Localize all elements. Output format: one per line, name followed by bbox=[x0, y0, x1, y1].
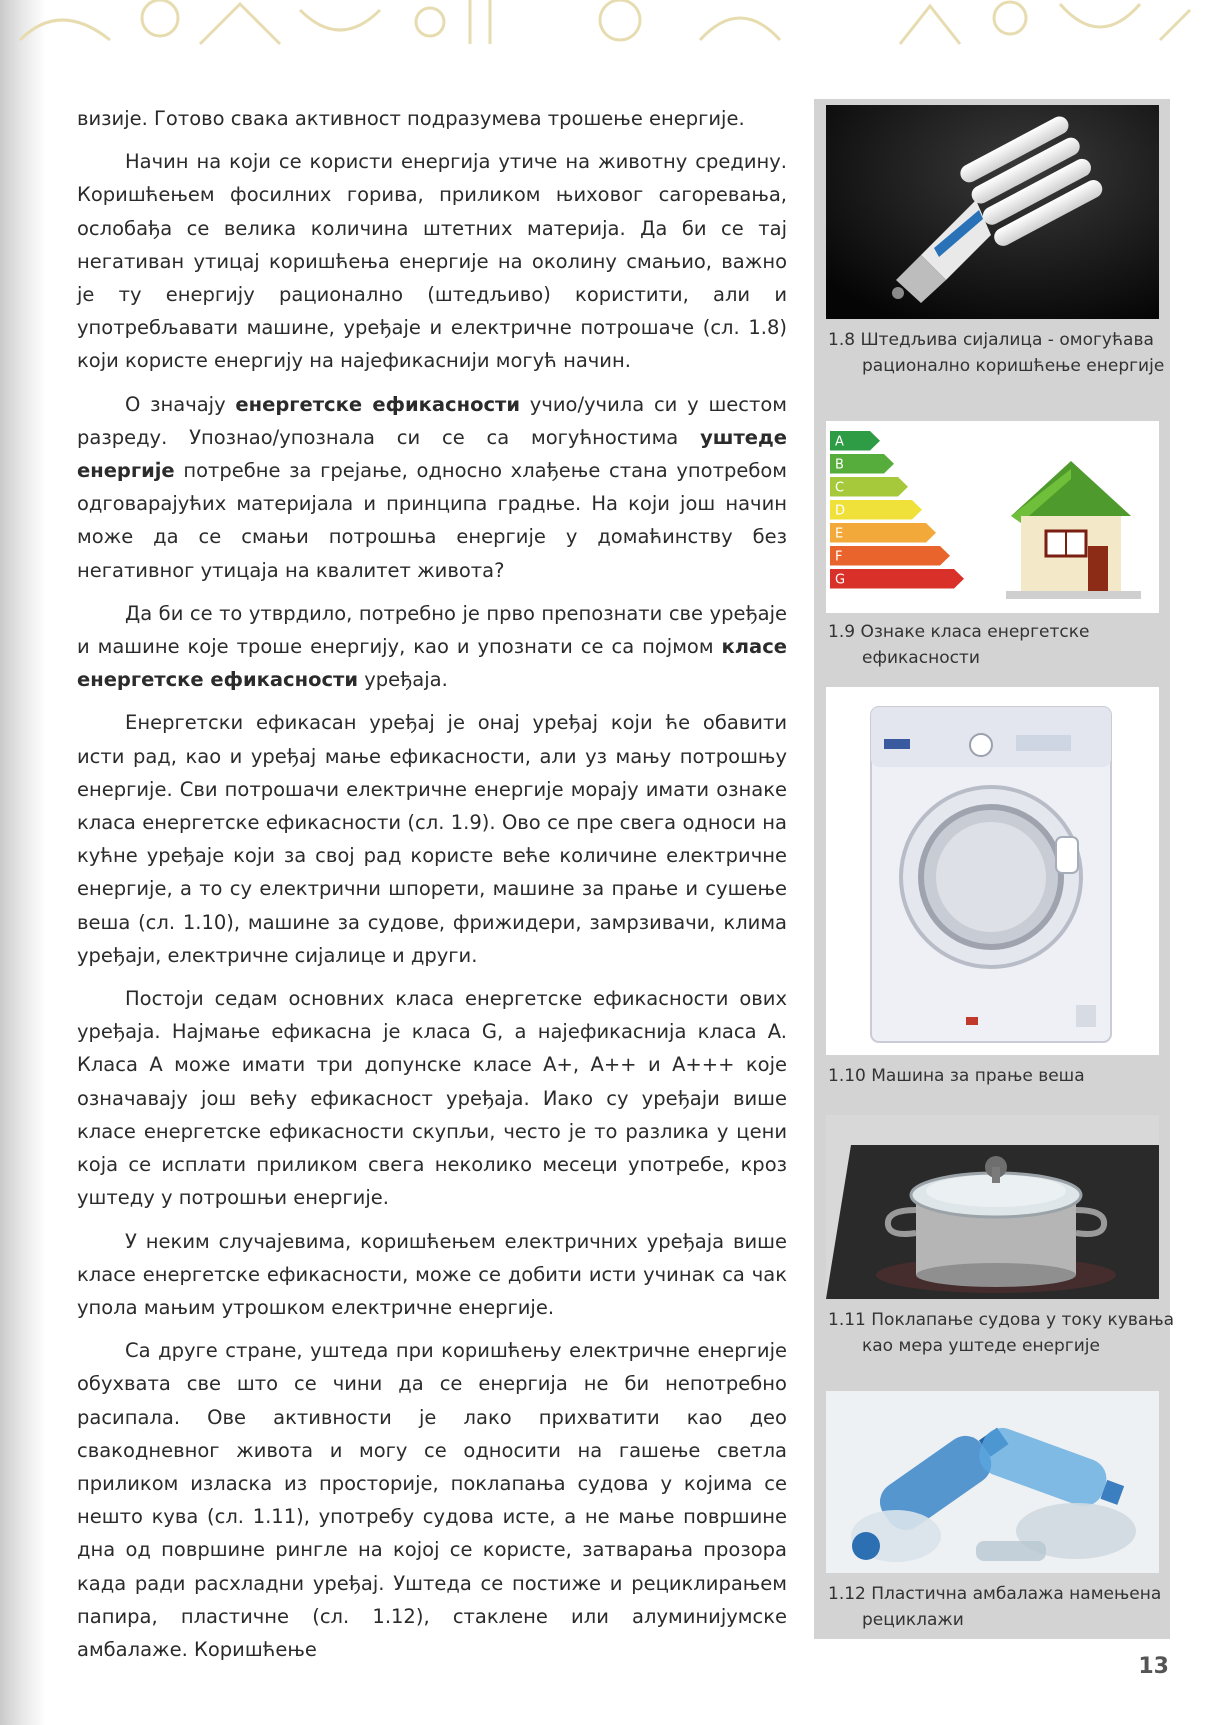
figure-covered-pot bbox=[826, 1115, 1159, 1299]
paragraph bbox=[77, 388, 787, 587]
paragraph-text: учио/учила си у шестом разреду. Упознао/упознала си се са могућностима bbox=[77, 392, 788, 449]
paragraph: Начин на који се користи енергија утиче на животну средину. Коришћењем фосилних горива, приликом њиховог сагоревања, ослобађа се велика количина штетних материја. Да би се тај негативан утицај коришћења енергије на околину смањио, важно је ту енергију рационално (штедљиво) користити, али и употребљавати машине, уређаје и електричне потрошаче (сл. 1.8) који користе енергију на најефикаснији могућ начин. bbox=[77, 150, 787, 373]
figure-energy-saving-bulb bbox=[826, 105, 1159, 319]
caption-fig-1-8: 1.8 Штедљива сијалица - омогућава рационално коришћење енергије bbox=[828, 330, 1165, 376]
energy-class-arrow bbox=[830, 546, 950, 566]
main-text-column bbox=[77, 102, 787, 1676]
energy-class-arrow bbox=[830, 569, 964, 589]
energy-label-image bbox=[826, 421, 1159, 613]
paragraph: У неким случајевима, коришћењем електричних уређаја више класе енергетске ефикасности, може се добити исти учинак са чак упола мањим утрошком електричне енергије. bbox=[77, 1229, 787, 1319]
paragraph bbox=[77, 597, 787, 697]
energy-class-letter: F bbox=[835, 549, 843, 565]
energy-class-letter: C bbox=[835, 480, 845, 496]
paragraph: Са друге стране, уштеда при коришћењу електричне енергије обухвата све што се чини да се енергија не би непотребно расипала. Ове активности је лако прихватити као део свакодневног живота и могу се односити на гашење светла приликом изласка из просторије, поклапања судова у којима се нешто кува (сл. 1.11), употребу судова исте, а не мање површине дна од површине рингле на којој се користе, затварања прозора када ради расхладни уређај. Уштеда се постиже и рециклирањем папира, пластичне (сл. 1.12), стаклене или алуминијумске амбалаже. Коришћење bbox=[77, 1339, 787, 1661]
caption-fig-1-9: 1.9 Ознаке класа енергетске ефикасности bbox=[828, 622, 1090, 668]
paragraph-text: потребне за грејање, односно хлађење стана употребом одговарајућих материјала и принципа градње. На који још начин може да се смањи потрошња енергије у домаћинству без негативног утицаја на квалитет живота? bbox=[77, 459, 787, 582]
paragraph: Постоји седам основних класа енергетске ефикасности ових уређаја. Најмање ефикасна је класа G, а најефикаснија класа A. Класа A може имати три допунске класе A+, A++ и A+++ које означавају још већу ефикасност уређаја. Иако су уређаји више класе енергетске ефикасности скупљи, често је то разлика у цени која се исплати приликом свега неколико месеци употребе, кроз уштеду у потрошњи енергије. bbox=[77, 987, 787, 1210]
decorative-header-band bbox=[0, 0, 1217, 48]
energy-class-letter: B bbox=[835, 457, 844, 473]
bold-term-efficiency-class: класе енергетске ефикасности bbox=[77, 635, 787, 692]
caption-fig-1-11: 1.11 Поклапање судова у току кувања као мера уштеде енергије bbox=[828, 1310, 1175, 1356]
bold-term-energy-saving: уштеде енергије bbox=[77, 425, 787, 483]
energy-class-letter: E bbox=[835, 526, 844, 542]
energy-class-letter: D bbox=[835, 503, 846, 519]
energy-class-letter: G bbox=[835, 572, 846, 588]
bold-term-energy-efficiency: енергетске ефикасности bbox=[235, 392, 520, 416]
figure-sidebar bbox=[814, 99, 1175, 1639]
energy-class-arrow bbox=[830, 523, 936, 543]
pot-image bbox=[826, 1115, 1159, 1299]
figure-washing-machine bbox=[826, 687, 1159, 1055]
paragraph-text: уређаја. bbox=[358, 668, 448, 692]
paragraph: Енергетски ефикасан уређај је онај уређај који ће обавити исти рад, као и уређај мање ефикасности, али уз мању потрошњу енергије. Сви потрошачи електричне енергије морају имати ознаке класа енергетске ефикасности (сл. 1.9). Ово се пре свега односи на кућне уређаје који за свој рад користе веће количине електричне енергије, а то су електрични шпорети, машине за прање и сушење веша (сл. 1.10), машине за судове, фрижидери, замрзивачи, клима уређаји, електричне сијалице и други. bbox=[77, 711, 787, 967]
bulb-image bbox=[826, 105, 1159, 319]
paragraph: визије. Готово свака активност подразумева трошење енергије. bbox=[77, 107, 745, 130]
paragraph-text: О значају bbox=[125, 392, 236, 416]
paragraph-text: Да би се то утврдило, потребно је прво препознати све уређаје и машине које троше енергију, као и упознати се са појмом bbox=[77, 601, 787, 659]
page-left-shadow bbox=[0, 0, 46, 1725]
page-number: 13 bbox=[1138, 1654, 1169, 1679]
washing-machine-image bbox=[826, 687, 1159, 1055]
plastic-bottles-image bbox=[826, 1391, 1159, 1573]
figure-energy-classes bbox=[826, 421, 1159, 613]
caption-fig-1-10: 1.10 Машина за прање веша bbox=[828, 1066, 1085, 1086]
caption-fig-1-12: 1.12 Пластична амбалажа намењена рециклажи bbox=[828, 1584, 1162, 1630]
energy-class-letter: A bbox=[835, 434, 844, 450]
figure-plastic-packaging bbox=[826, 1391, 1159, 1573]
